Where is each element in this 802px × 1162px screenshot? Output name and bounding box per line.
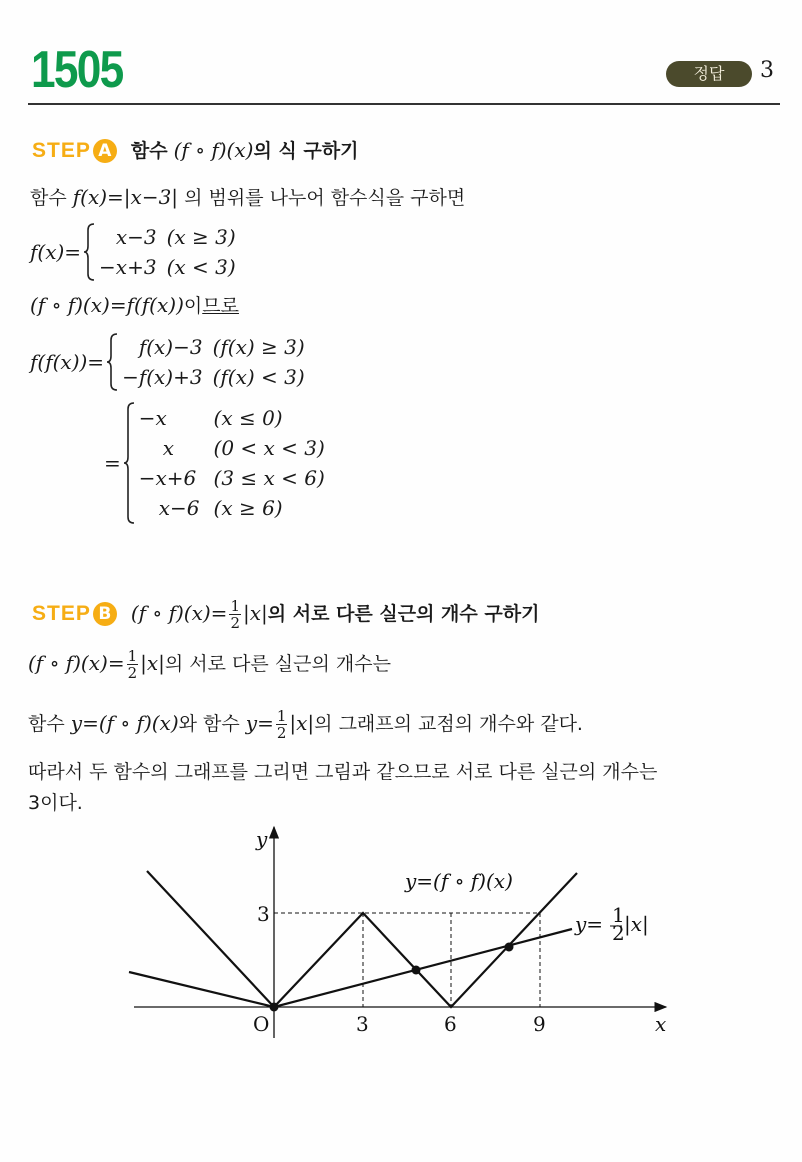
step-label: STEP xyxy=(32,602,91,625)
curve-half-label-numerator: 1 xyxy=(612,903,625,927)
problem-number: 1505 xyxy=(31,41,123,99)
origin-label: O xyxy=(253,1012,270,1036)
denominator: 2 xyxy=(276,724,287,742)
case-cond: (f(x) < 3) xyxy=(212,365,305,389)
case-cond: (3 ≤ x < 6) xyxy=(213,466,325,490)
step-a-title-math: (f ∘ f)(x) xyxy=(173,138,254,162)
math: (f ∘ f)(x)= xyxy=(130,601,228,625)
step-b-badge-icon: B xyxy=(93,602,117,626)
text: 의 서로 다른 실근의 개수는 xyxy=(164,653,391,675)
equals-sign: = xyxy=(104,451,121,475)
case-expr: x−3 xyxy=(115,225,157,249)
ffx-label: f(f(x))= xyxy=(30,350,105,374)
numerator: 1 xyxy=(230,597,240,615)
curve-half-abs-x xyxy=(129,929,572,1007)
math: y=(f ∘ f)(x) xyxy=(70,711,179,735)
intersection-point xyxy=(270,1003,279,1012)
denominator: 2 xyxy=(127,664,138,682)
case-cond: (f(x) ≥ 3) xyxy=(212,335,305,359)
step-label: STEP xyxy=(32,139,91,162)
step-a-title-post: 의 식 구하기 xyxy=(253,140,359,162)
case-cond: (x ≤ 0) xyxy=(213,406,283,430)
x-axis-label: x xyxy=(655,1012,667,1036)
step-b-line3: 따라서 두 함수의 그래프를 그리면 그림과 같으므로 서로 다른 실근의 개수는 xyxy=(28,761,658,783)
math: (f ∘ f)(x)= xyxy=(28,651,125,675)
text: 함수 xyxy=(30,187,67,209)
curve-half-label-suffix: |x| xyxy=(624,912,649,936)
y-axis-label: y xyxy=(256,827,268,851)
case-expr: −x+3 xyxy=(99,255,157,279)
curve-half-label-prefix: y= xyxy=(575,912,604,936)
math: |x| xyxy=(289,711,315,735)
y-tick-label: 3 xyxy=(257,902,270,926)
step-a-badge-icon: A xyxy=(93,139,117,163)
intersection-point xyxy=(505,943,514,952)
text: 와 함수 xyxy=(178,713,240,735)
case-expr: −x xyxy=(138,406,167,430)
x-tick-label: 6 xyxy=(444,1012,457,1036)
case-expr: x xyxy=(162,436,175,460)
math: (f ∘ f)(x)=f(f(x)) xyxy=(30,293,184,317)
numerator: 1 xyxy=(276,707,287,725)
math: |x| xyxy=(140,651,165,675)
case-cond: (x ≥ 6) xyxy=(213,496,283,520)
fx-label: f(x)= xyxy=(30,240,82,264)
curve-f-of-f-label: y=(f ∘ f)(x) xyxy=(405,869,513,893)
case-expr: −x+6 xyxy=(138,466,197,490)
x-tick-label: 3 xyxy=(356,1012,369,1036)
step-b-title-post: 의 서로 다른 실근의 개수 구하기 xyxy=(267,603,540,625)
curve-half-label-denominator: 2 xyxy=(612,921,625,945)
text: 의 범위를 나누어 함수식을 구하면 xyxy=(184,187,466,209)
numerator: 1 xyxy=(127,647,138,665)
math: y= xyxy=(245,711,274,735)
case-cond: (x ≥ 3) xyxy=(166,225,236,249)
answer-value: 3 xyxy=(760,58,774,83)
case-expr: −f(x)+3 xyxy=(122,365,203,389)
math: f(x)=|x−3| xyxy=(72,185,179,209)
x-tick-label: 9 xyxy=(533,1012,546,1036)
text: 함수 xyxy=(28,713,65,735)
math: |x| xyxy=(242,601,268,625)
denominator: 2 xyxy=(230,614,240,632)
case-cond: (0 < x < 3) xyxy=(213,436,325,460)
text: 의 그래프의 교점의 개수와 같다. xyxy=(314,713,583,735)
case-cond: (x < 3) xyxy=(166,255,236,279)
text: 므로 xyxy=(202,295,239,317)
step-b-line4: 3이다. xyxy=(28,792,83,814)
intersection-point xyxy=(412,966,421,975)
case-expr: x−6 xyxy=(158,496,200,520)
step-a-title-pre: 함수 xyxy=(130,140,168,162)
case-expr: f(x)−3 xyxy=(138,335,203,359)
text: 이 xyxy=(183,295,203,317)
answer-badge: 정답 xyxy=(666,61,752,87)
